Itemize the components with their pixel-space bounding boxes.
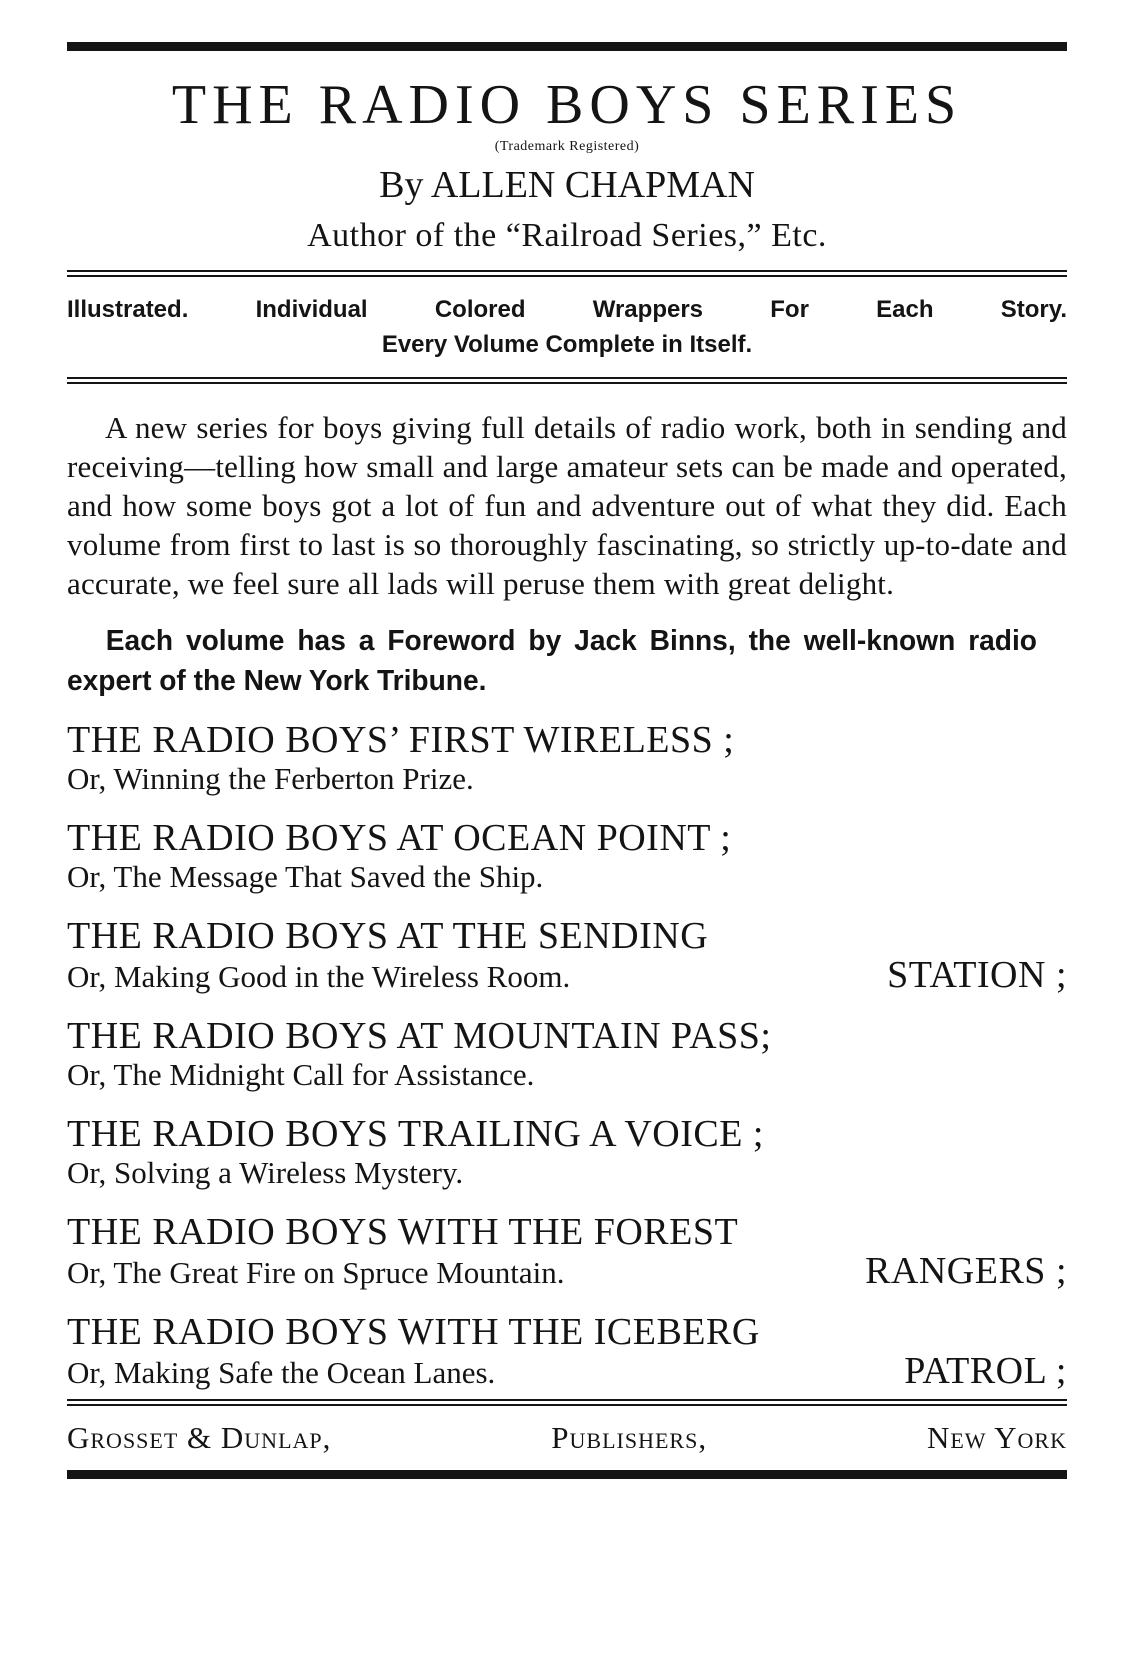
book-title: THE RADIO BOYS AT THE SENDING: [67, 914, 709, 957]
book-subtitle: Or, Solving a Wireless Mystery.: [67, 1154, 464, 1190]
book-subtitle-row: [67, 1349, 1067, 1392]
rule-after-header: [67, 270, 1067, 277]
feature-word: Each: [876, 296, 934, 324]
feature-word: Story.: [1000, 296, 1067, 324]
publisher-role: Publishers,: [551, 1419, 708, 1455]
features-line-2: Every Volume Complete in Itself.: [381, 330, 753, 358]
rule-before-publisher: [67, 1399, 1067, 1406]
publisher-city: New York: [926, 1419, 1067, 1455]
feature-word: Illustrated.: [67, 296, 189, 324]
author-byline: By ALLEN CHAPMAN: [379, 164, 755, 206]
book-title: THE RADIO BOYS WITH THE ICEBERG: [67, 1310, 760, 1353]
features-line-1: [67, 293, 1067, 328]
series-title: THE RADIO BOYS SERIES: [171, 74, 963, 136]
book-subtitle-row: [67, 859, 1067, 895]
book-subtitle: Or, Making Good in the Wireless Room.: [67, 958, 571, 994]
author-credits: Author of the “Railroad Series,” Etc.: [307, 216, 827, 254]
book-title: THE RADIO BOYS’ FIRST WIRELESS ;: [67, 718, 735, 761]
book-title: THE RADIO BOYS AT MOUNTAIN PASS;: [67, 1014, 772, 1057]
book-entry: [67, 719, 1067, 797]
book-subtitle-row: [67, 1155, 1067, 1191]
bottom-thick-rule: [67, 1470, 1067, 1479]
trademark-note: (Trademark Registered): [494, 139, 640, 154]
book-subtitle: Or, The Great Fire on Spruce Mountain.: [67, 1254, 565, 1290]
features-block: [67, 293, 1067, 363]
book-title-continuation: PATROL ;: [904, 1349, 1067, 1392]
book-title: THE RADIO BOYS WITH THE FOREST: [67, 1210, 739, 1253]
book-subtitle-row: [67, 953, 1067, 996]
feature-word: Individual: [255, 296, 368, 324]
book-subtitle-row: [67, 761, 1067, 797]
book-title-continuation: STATION ;: [887, 953, 1067, 996]
book-title: THE RADIO BOYS AT OCEAN POINT ;: [67, 816, 732, 859]
top-thick-rule: [67, 42, 1067, 51]
feature-word: Colored: [434, 296, 526, 324]
book-entry: [67, 915, 1067, 995]
book-subtitle: Or, Making Safe the Ocean Lanes.: [67, 1354, 496, 1390]
series-description: A new series for boys giving full details of radio work, both in sending and receiving—telling how small and large amateur sets can be made and operated, and how some boys got a lot of fun and adventure out of what they did. Each volume from first to last is so thoroughly fascinating, so strictly up-to-date and accurate, we feel sure all lads will peruse them with great delight.: [67, 409, 1067, 601]
feature-word: Wrappers: [592, 296, 704, 324]
book-entry: [67, 817, 1067, 895]
feature-word: For: [770, 296, 809, 324]
publisher-name: Grosset & Dunlap,: [67, 1419, 332, 1455]
book-title-continuation: RANGERS ;: [865, 1249, 1067, 1292]
book-entry: [67, 1311, 1067, 1391]
book-subtitle-row: [67, 1249, 1067, 1292]
advertisement-page: [67, 42, 1067, 1479]
book-subtitle-row: [67, 1057, 1067, 1093]
rule-after-features: [67, 377, 1067, 384]
book-subtitle: Or, The Message That Saved the Ship.: [67, 858, 544, 894]
book-entry: [67, 1113, 1067, 1191]
book-entry: [67, 1015, 1067, 1093]
book-title: THE RADIO BOYS TRAILING A VOICE ;: [67, 1112, 764, 1155]
book-subtitle: Or, The Midnight Call for Assistance.: [67, 1056, 535, 1092]
book-entry: [67, 1211, 1067, 1291]
publisher-line: [67, 1420, 1067, 1456]
book-subtitle: Or, Winning the Ferberton Prize.: [67, 760, 474, 796]
book-list: [67, 719, 1067, 1391]
foreword-note: Each volume has a Foreword by Jack Binns, the well-known radio expert of the New York Tribune.: [67, 624, 1038, 697]
